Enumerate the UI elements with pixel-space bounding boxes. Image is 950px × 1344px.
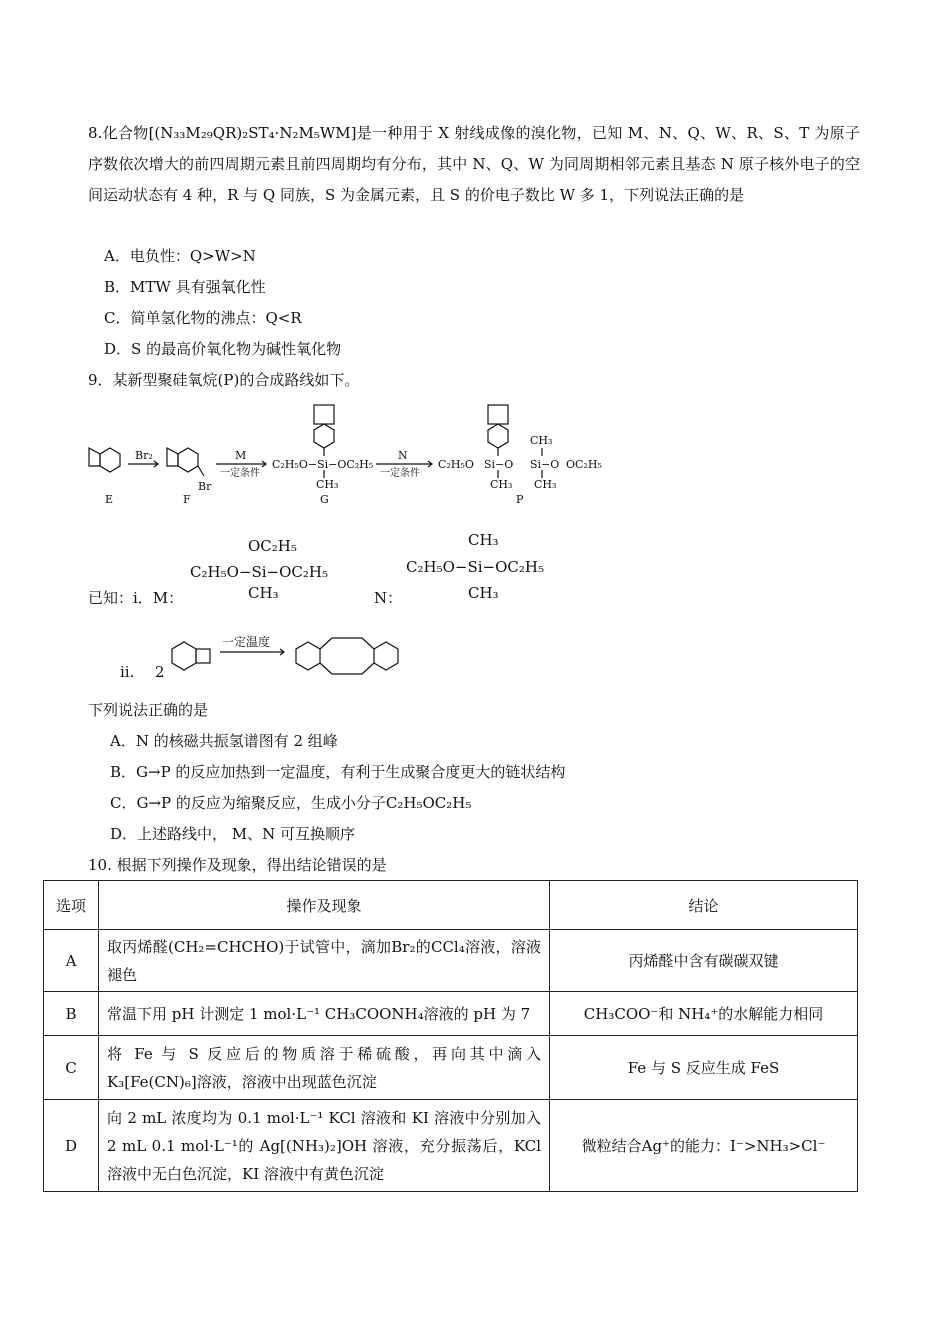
ii-coef: 2 <box>155 663 165 681</box>
label-f: F <box>183 493 191 506</box>
row-c-option: C <box>44 1036 99 1100</box>
row-d-conclusion: 微粒结合Ag⁺的能力：I⁻>NH₃>Cl⁻ <box>550 1100 858 1192</box>
g-ch3: CH₃ <box>316 478 339 491</box>
table-row <box>44 1036 858 1100</box>
p-ch3-top: CH₃ <box>530 434 553 447</box>
table-row <box>44 992 858 1036</box>
n-top: CH₃ <box>468 531 499 549</box>
label-g: G <box>320 493 329 506</box>
p-left: C₂H₅O <box>438 458 474 471</box>
row-b-conclusion: CH₃COO⁻和 NH₄⁺的水解能力相同 <box>550 992 858 1036</box>
table-row <box>44 1100 858 1192</box>
row-a-option: A <box>44 930 99 992</box>
row-d-operation: 向 2 mL 浓度均为 0.1 mol·L⁻¹ KCl 溶液和 KI 溶液中分别加入 2 mL 0.1 mol·L⁻¹的 Ag[(NH₃)₂]OH 溶液，充分振荡后，KCl 溶液中无白色沉淀，KI 溶液中有黄色沉淀 <box>99 1100 550 1192</box>
table-header <box>44 881 858 930</box>
q10-table <box>43 880 858 1192</box>
row-b-option: B <box>44 992 99 1036</box>
q8-option-d: D．S 的最高价氧化物为碱性氧化物 <box>104 340 342 358</box>
p-mid-1: Si−O <box>484 458 514 471</box>
label-m-reagent: M <box>235 449 247 462</box>
label-br2: Br₂ <box>135 449 153 462</box>
q9-option-b: B．G→P 的反应加热到一定温度，有利于生成聚合度更大的链状结构 <box>110 763 566 781</box>
row-a-conclusion: 丙烯醛中含有碳碳双键 <box>550 930 858 992</box>
m-top: OC₂H₅ <box>248 537 297 555</box>
row-a-operation: 取丙烯醛(CH₂=CHCHO)于试管中，滴加Br₂的CCl₄溶液，溶液褪色 <box>99 930 550 992</box>
n-mid: C₂H₅O−Si−OC₂H₅ <box>406 558 544 576</box>
q8-stem: 8.化合物[(N₃₃M₂₉QR)₂ST₄·N₂M₅WM]是一种用于 X 射线成像的溴化物，已知 M、N、Q、W、R、S、T 为原子序数依次增大的前四周期元素且前四周期均有分布，其中 N、Q、W 为同周期相邻元素且基态 N 原子核外电子的空间运动状态有 4 种，R 与 Q 同族，S 为金属元素，且 S 的价电子数比 W 多 1，下列说法正确的是 <box>88 124 860 204</box>
p-ch3-left: CH₃ <box>490 478 513 491</box>
label-e: E <box>105 493 114 506</box>
q10-stem: 10. 根据下列操作及现象，得出结论错误的是 <box>88 856 387 874</box>
n-label: N： <box>374 589 403 607</box>
ii-label: ii. <box>120 663 135 681</box>
row-c-operation: 将 Fe 与 S 反应后的物质溶于稀硫酸，再向其中滴入K₃[Fe(CN)₆]溶液，溶液中出现蓝色沉淀 <box>99 1036 550 1100</box>
q9-option-a: A．N 的核磁共振氢谱图有 2 组峰 <box>110 732 338 750</box>
label-cond-2: 一定条件 <box>380 468 420 479</box>
g-formula: C₂H₅O−Si−OC₂H₅ <box>272 458 374 471</box>
p-mid-2: Si−O <box>530 458 560 471</box>
ii-reaction <box>160 628 410 688</box>
header-operation: 操作及现象 <box>99 881 550 930</box>
q9-stem: 9．某新型聚硅氧烷(P)的合成路线如下。 <box>88 371 360 389</box>
label-br: Br <box>198 480 212 493</box>
q8-option-b: B．MTW 具有强氧化性 <box>104 278 266 296</box>
label-p: P <box>516 493 524 506</box>
table-row <box>44 930 858 992</box>
q9-synthesis-route <box>80 400 620 515</box>
q9-option-c: C．G→P 的反应为缩聚反应，生成小分子C₂H₅OC₂H₅ <box>110 794 472 812</box>
q8-option-a: A．电负性：Q>W>N <box>104 247 256 265</box>
q9-option-d: D．上述路线中， M、N 可互换顺序 <box>110 825 356 843</box>
ii-condition: 一定温度 <box>222 635 271 649</box>
label-cond-1: 一定条件 <box>220 468 260 479</box>
q8-option-c: C．简单氢化物的沸点：Q<R <box>104 309 302 327</box>
known-label: 已知：i．M： <box>88 589 184 607</box>
q9-question: 下列说法正确的是 <box>88 701 209 719</box>
m-mid: C₂H₅O−Si−OC₂H₅ <box>190 563 328 581</box>
row-b-operation: 常温下用 pH 计测定 1 mol·L⁻¹ CH₃COONH₄溶液的 pH 为 7 <box>99 992 550 1036</box>
n-bot: CH₃ <box>468 584 499 602</box>
header-option: 选项 <box>44 881 99 930</box>
row-c-conclusion: Fe 与 S 反应生成 FeS <box>550 1036 858 1100</box>
label-n-reagent: N <box>398 449 408 462</box>
m-bot: CH₃ <box>248 584 279 602</box>
p-right: OC₂H₅ <box>566 458 602 471</box>
header-conclusion: 结论 <box>550 881 858 930</box>
p-ch3-right: CH₃ <box>534 478 557 491</box>
row-d-option: D <box>44 1100 99 1192</box>
